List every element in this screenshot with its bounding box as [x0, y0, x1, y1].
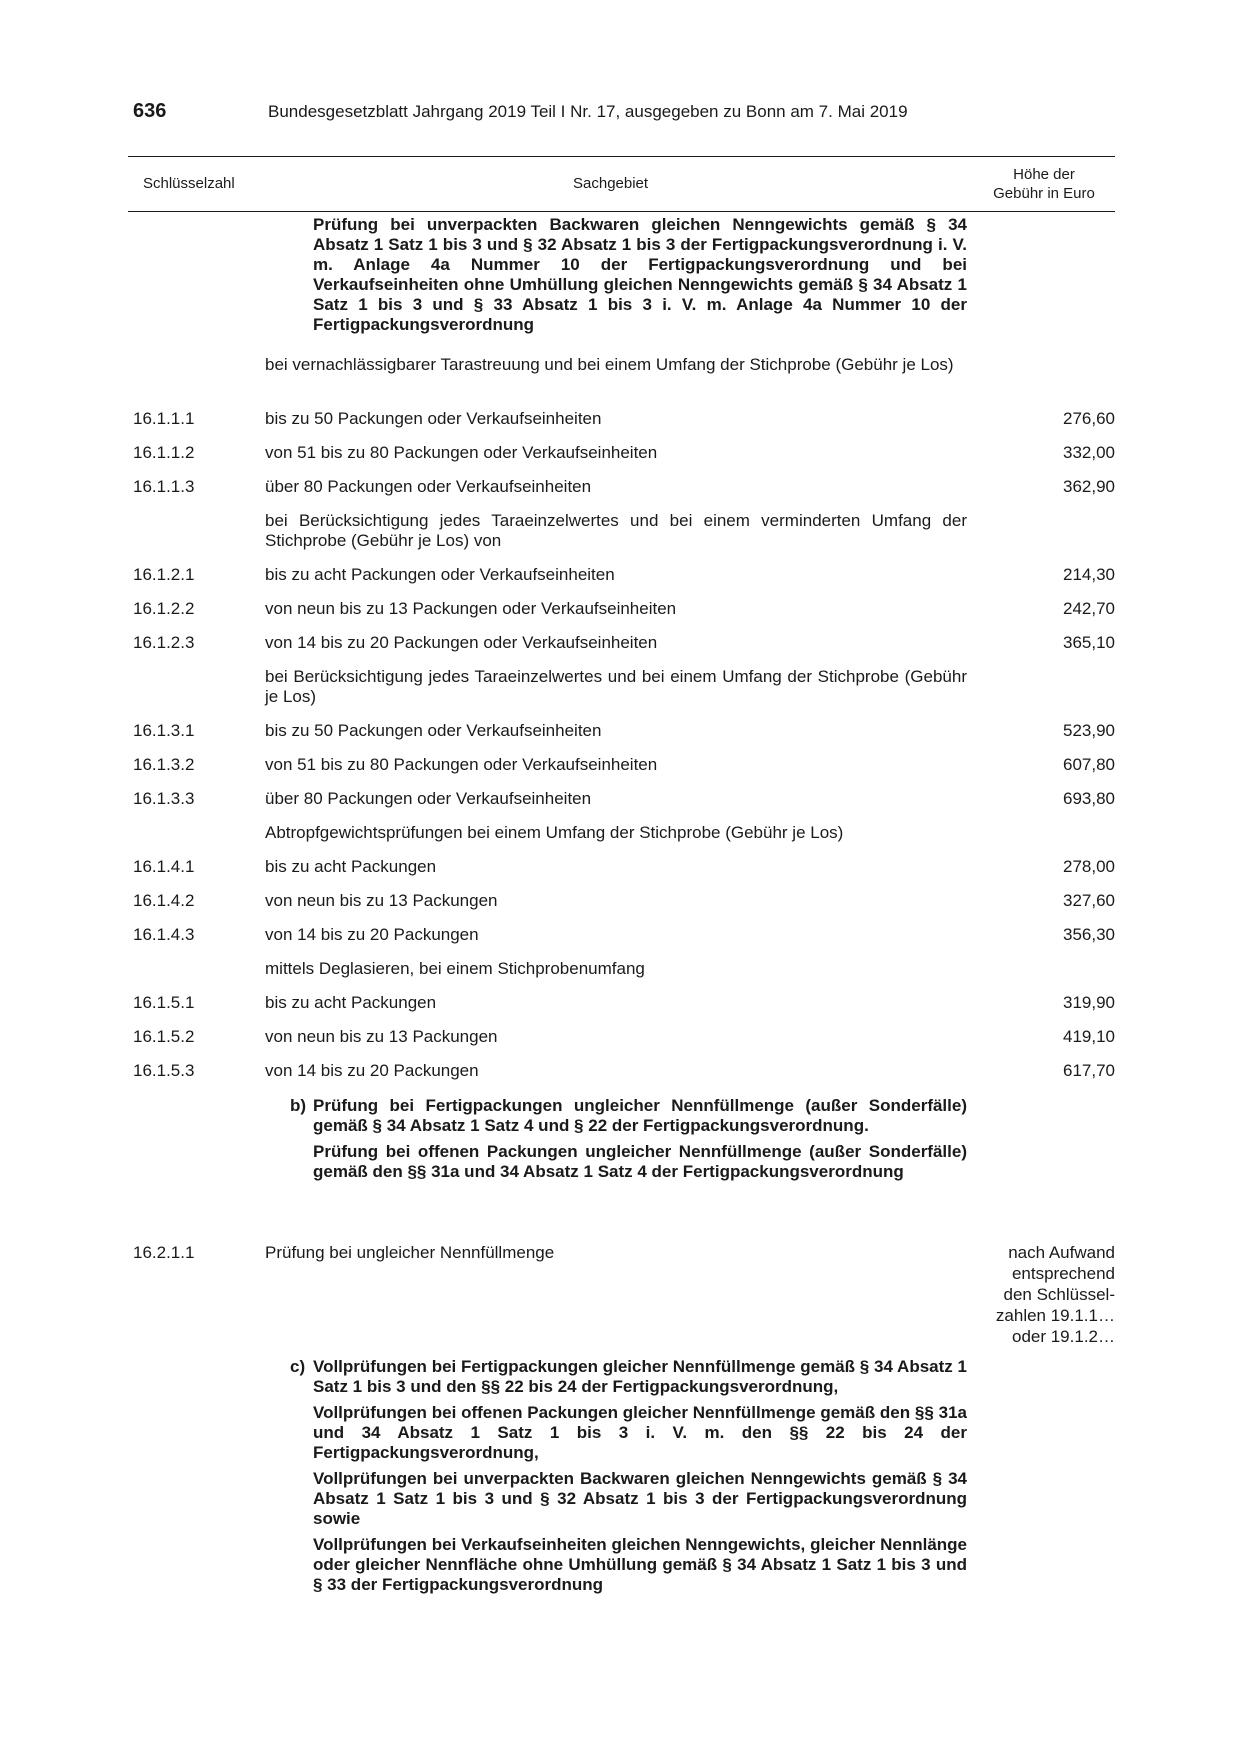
table-row [0, 857, 1241, 881]
section-c-heading [290, 1357, 967, 1595]
section-c-para: Vollprüfungen bei unverpackten Backwaren gleichen Nenngewichts gemäß § 34 Absatz 1 Satz 1 bis 3 und § 32 Absatz 1 bis 3 der Fertigpackungsverordnung sowie [313, 1469, 967, 1528]
page-number: 636 [133, 100, 167, 122]
row-subject: von 51 bis zu 80 Packungen oder Verkaufseinheiten [265, 443, 658, 462]
group-intro: bei Berücksichtigung jedes Taraeinzelwertes und bei einem Umfang der Stichprobe (Gebühr je Los) [265, 667, 967, 706]
row-fee: 332,00 [1063, 443, 1115, 462]
table-row [0, 443, 1241, 467]
row-subject: von 14 bis zu 20 Packungen [265, 1061, 479, 1080]
row-key: 16.1.2.3 [133, 633, 195, 652]
row-fee: 523,90 [1063, 721, 1115, 740]
row-subject: bis zu acht Packungen [265, 993, 437, 1012]
column-header-key: Schlüsselzahl [143, 175, 235, 192]
row-key: 16.1.4.1 [133, 857, 195, 876]
row-fee: 278,00 [1063, 857, 1115, 876]
row-key: 16.1.5.2 [133, 1027, 195, 1046]
intro-heading: Prüfung bei unverpackten Backwaren gleichen Nenngewichts gemäß § 34 Absatz 1 Satz 1 bis 3 und § 32 Absatz 1 bis 3 der Fertigpackungsverordnung i. V. m. Anlage 4a Nummer 10 der Fertigpackungsverordnung und bei Verkaufseinheiten ohne Umhüllung gleichen Nenngewichts gemäß § 34 Absatz 1 Satz 1 bis 3 und § 33 Absatz 1 bis 3 i. V. m. Anlage 4a Nummer 10 der Fertigpackungsverordnung [313, 215, 967, 334]
section-b-heading [290, 1096, 967, 1182]
row-fee: 319,90 [1063, 993, 1115, 1012]
table-row [0, 1027, 1241, 1051]
row-subject: über 80 Packungen oder Verkaufseinheiten [265, 789, 592, 808]
column-header-fee [984, 165, 1104, 203]
group-intro: bei Berücksichtigung jedes Taraeinzelwertes und bei einem verminderten Umfang der Stichprobe (Gebühr je Los) von [265, 511, 967, 550]
fee-note-line: oder 19.1.2… [1011, 1327, 1115, 1346]
row-subject: Prüfung bei ungleicher Nennfüllmenge [265, 1243, 555, 1262]
section-b-para: Prüfung bei offenen Packungen ungleicher Nennfüllmenge (außer Sonderfälle) gemäß den §§ 31a und 34 Absatz 1 Satz 4 der Fertigpackungsverordnung [313, 1142, 967, 1181]
table-row [0, 891, 1241, 915]
row-fee: 276,60 [1063, 409, 1115, 428]
table-top-rule [128, 156, 1115, 157]
row-subject: von neun bis zu 13 Packungen oder Verkaufseinheiten [265, 599, 677, 618]
section-c-para: Vollprüfungen bei offenen Packungen gleicher Nennfüllmenge gemäß den §§ 31a und 34 Absatz 1 Satz 1 bis 3 i. V. m. den §§ 22 bis 24 der Fertigpackungsverordnung, [313, 1403, 967, 1462]
row-fee: 419,10 [1063, 1027, 1115, 1046]
row-subject: bis zu 50 Packungen oder Verkaufseinheiten [265, 409, 602, 428]
row-fee: 617,70 [1063, 1061, 1115, 1080]
row-fee: 362,90 [1063, 477, 1115, 496]
row-key: 16.1.1.3 [133, 477, 195, 496]
row-subject: über 80 Packungen oder Verkaufseinheiten [265, 477, 592, 496]
table-row [0, 409, 1241, 433]
row-subject: bis zu 50 Packungen oder Verkaufseinheiten [265, 721, 602, 740]
row-key: 16.1.2.2 [133, 599, 195, 618]
fee-note-line: den Schlüssel- [1003, 1285, 1115, 1304]
row-fee: 365,10 [1063, 633, 1115, 652]
table-row [0, 993, 1241, 1017]
fee-note-line: zahlen 19.1.1… [995, 1306, 1115, 1325]
row-subject: von neun bis zu 13 Packungen [265, 1027, 498, 1046]
fee-note-line: entsprechend [1011, 1264, 1115, 1283]
row-key: 16.1.3.1 [133, 721, 195, 740]
column-header-fee-line2: Gebühr in Euro [993, 185, 1095, 202]
section-b-label: b) [290, 1096, 307, 1115]
row-fee: 242,70 [1063, 599, 1115, 618]
row-subject: bis zu acht Packungen [265, 857, 437, 876]
row-fee: 607,80 [1063, 755, 1115, 774]
table-row [0, 477, 1241, 501]
row-subject: von neun bis zu 13 Packungen [265, 891, 498, 910]
group-intro: mittels Deglasieren, bei einem Stichprobenumfang [265, 959, 645, 978]
row-subject: von 51 bis zu 80 Packungen oder Verkaufseinheiten [265, 755, 658, 774]
row-subject: bis zu acht Packungen oder Verkaufseinheiten [265, 565, 615, 584]
section-b-para: Prüfung bei Fertigpackungen ungleicher Nennfüllmenge (außer Sonderfälle) gemäß § 34 Absatz 1 Satz 4 und § 22 der Fertigpackungsverordnung. [313, 1096, 967, 1135]
row-key: 16.1.2.1 [133, 565, 195, 584]
row-fee: 214,30 [1063, 565, 1115, 584]
row-fee: 327,60 [1063, 891, 1115, 910]
row-key: 16.1.3.2 [133, 755, 195, 774]
row-key: 16.1.5.3 [133, 1061, 195, 1080]
row-key: 16.1.4.2 [133, 891, 195, 910]
row-key: 16.1.3.3 [133, 789, 195, 808]
row-fee: 693,80 [1063, 789, 1115, 808]
table-row [0, 721, 1241, 745]
group-intro: bei vernachlässigbarer Tarastreuung und bei einem Umfang der Stichprobe (Gebühr je Los) [265, 355, 954, 374]
section-c-para: Vollprüfungen bei Verkaufseinheiten gleichen Nenngewichts, gleicher Nennlänge oder gleicher Nennfläche ohne Umhüllung gemäß § 34 Absatz 1 Satz 1 bis 3 und § 33 der Fertigpackungsverordnung [313, 1535, 967, 1594]
table-row [0, 599, 1241, 623]
section-c-para: Vollprüfungen bei Fertigpackungen gleicher Nennfüllmenge gemäß § 34 Absatz 1 Satz 1 bis 3 und den §§ 22 bis 24 der Fertigpackungsverordnung, [313, 1357, 967, 1396]
row-key: 16.1.1.1 [133, 409, 195, 428]
table-row [0, 789, 1241, 813]
row-key: 16.2.1.1 [133, 1243, 195, 1262]
group-intro: Abtropfgewichtsprüfungen bei einem Umfang der Stichprobe (Gebühr je Los) [265, 823, 844, 842]
table-row [0, 1061, 1241, 1085]
row-key: 16.1.1.2 [133, 443, 195, 462]
row-key: 16.1.5.1 [133, 993, 195, 1012]
section-c-label: c) [290, 1357, 306, 1376]
row-fee-note [975, 1242, 1115, 1347]
table-row [0, 755, 1241, 779]
row-key: 16.1.4.3 [133, 925, 195, 944]
table-row [0, 565, 1241, 589]
row-subject: von 14 bis zu 20 Packungen [265, 925, 479, 944]
fee-note-line: nach Aufwand [1008, 1243, 1115, 1262]
row-subject: von 14 bis zu 20 Packungen oder Verkaufseinheiten [265, 633, 658, 652]
row-fee: 356,30 [1063, 925, 1115, 944]
column-header-subject: Sachgebiet [573, 175, 649, 192]
running-header: Bundesgesetzblatt Jahrgang 2019 Teil I Nr. 17, ausgegeben zu Bonn am 7. Mai 2019 [268, 102, 908, 121]
column-header-fee-line1: Höhe der [1013, 166, 1075, 183]
table-row [0, 633, 1241, 657]
table-row [0, 925, 1241, 949]
table-header-rule [128, 211, 1115, 212]
